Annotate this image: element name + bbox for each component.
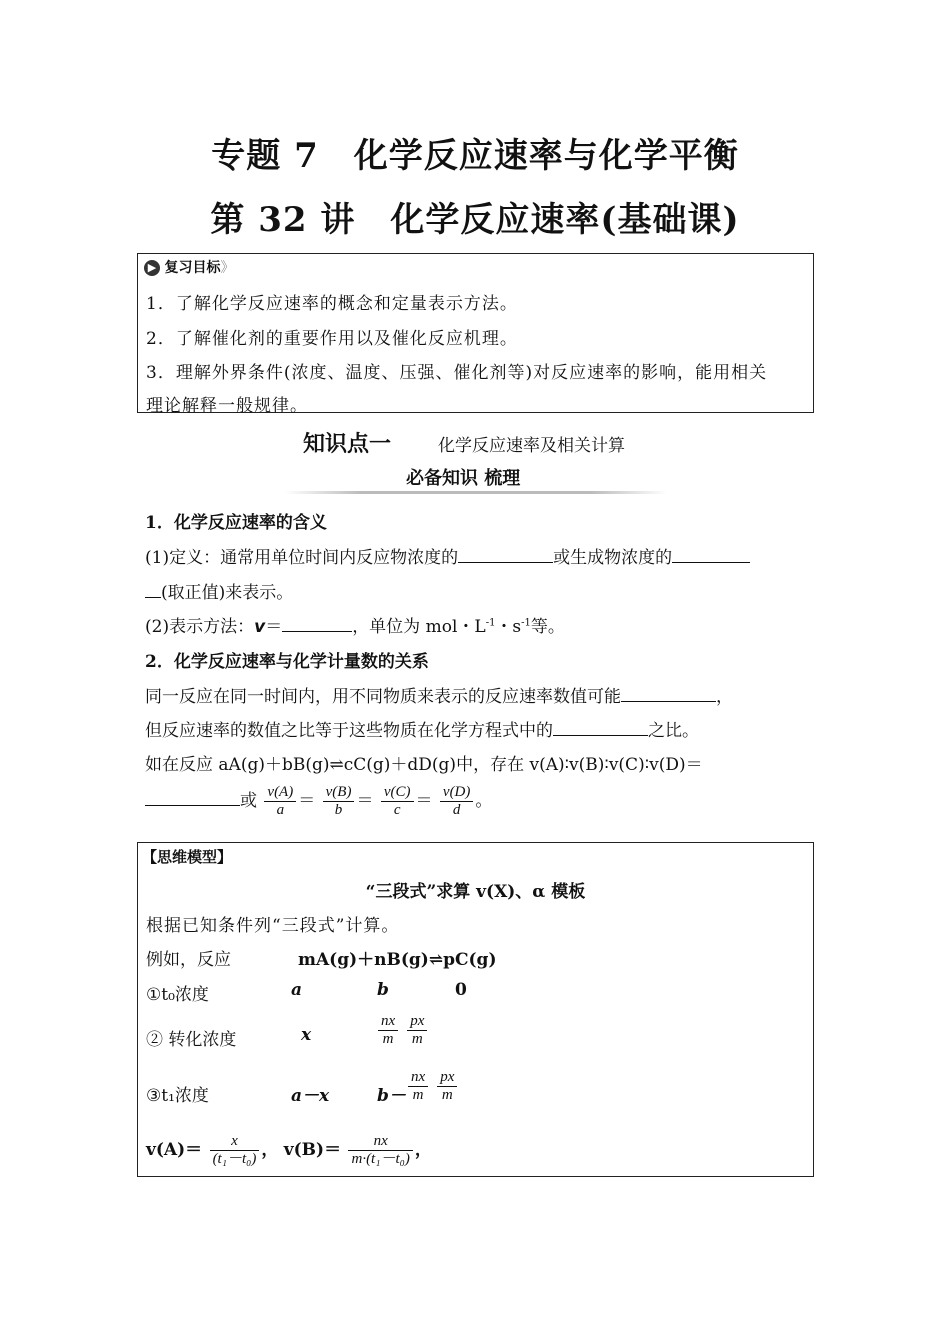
knowledge-label: 知识点一 <box>303 431 392 457</box>
expression-line <box>145 612 565 637</box>
row-label: ② 转化浓度 <box>146 1030 237 1050</box>
cell: 0 <box>455 980 467 1000</box>
fill-blank[interactable] <box>553 719 648 736</box>
thinking-model-box <box>137 842 814 1177</box>
paragraph-line <box>145 682 733 707</box>
cell: a－x <box>291 1086 330 1106</box>
numerator: nx <box>408 1069 428 1087</box>
fraction <box>440 784 473 819</box>
denominator: c <box>393 802 401 818</box>
lesson-title: 第 32 讲 化学反应速率(基础课) <box>210 200 740 240</box>
cell: b <box>377 980 389 1000</box>
text: ＝ <box>265 617 283 637</box>
denominator: (t₁－t₀) <box>212 1151 257 1167</box>
fraction <box>437 1069 457 1104</box>
rate-formulas <box>146 1133 432 1168</box>
fill-blank[interactable] <box>458 546 553 563</box>
numerator: nx <box>348 1133 412 1151</box>
denominator: m <box>441 1087 453 1103</box>
numerator: nx <box>378 1013 398 1031</box>
fill-blank[interactable] <box>145 581 161 598</box>
denominator: m <box>412 1087 424 1103</box>
model-tag: 【思维模型】 <box>142 848 233 866</box>
ratio-line <box>145 784 492 819</box>
numerator: v(A) <box>264 784 296 802</box>
fraction <box>378 1013 398 1048</box>
numerator: px <box>407 1013 427 1031</box>
text: 但反应速率的数值之比等于这些物质在化学方程式中的 <box>145 721 553 741</box>
definition-line-2 <box>145 578 293 603</box>
knowledge-topic: 化学反应速率及相关计算 <box>438 436 625 456</box>
page-title: 专题 7 化学反应速率与化学平衡 <box>211 136 739 176</box>
text: ＝ <box>298 791 316 811</box>
text: ， <box>261 1140 279 1160</box>
row-label: ①t₀浓度 <box>146 985 209 1005</box>
row-label: ③t₁浓度 <box>146 1086 209 1106</box>
cell: x <box>301 1025 312 1045</box>
text: v(A)＝ <box>146 1140 203 1160</box>
definition-line <box>145 543 750 568</box>
text: 之比。 <box>648 721 699 741</box>
text: ，单位为 mol・L <box>352 617 486 637</box>
fraction <box>264 784 296 819</box>
numerator: v(C) <box>381 784 414 802</box>
fill-blank[interactable] <box>282 615 352 632</box>
numerator: v(B) <box>323 784 355 802</box>
text: 或生成物浓度的 <box>553 548 673 568</box>
denominator: m·(t₁－t₀) <box>351 1151 410 1167</box>
denominator: m <box>411 1031 423 1047</box>
text: 等。 <box>530 617 565 637</box>
text: ， <box>414 1140 432 1160</box>
text: ， <box>716 687 733 707</box>
fraction <box>348 1133 412 1168</box>
numerator: v(D) <box>440 784 473 802</box>
paragraph-line: 如在反应 aA(g)＋bB(g)⇌cC(g)＋dD(g)中，存在 v(A)∶v(B)∶v(C)∶v(D)＝ <box>145 755 703 775</box>
t1-fractions <box>406 1069 459 1104</box>
review-item: 理论解释一般规律。 <box>146 396 308 416</box>
denominator: b <box>334 802 343 818</box>
text: (1)定义：通常用单位时间内反应物浓度的 <box>145 548 459 568</box>
text: 。 <box>475 791 493 811</box>
text: 同一反应在同一时间内，用不同物质来表示的反应速率数值可能 <box>145 687 621 707</box>
fill-blank[interactable] <box>621 685 716 702</box>
text: ・s <box>495 617 522 637</box>
numerator: x <box>210 1133 260 1151</box>
play-icon: ▶ <box>144 260 160 276</box>
model-title: “三段式”求算 v(X)、α 模板 <box>365 882 586 902</box>
sub-header: 必备知识 梳理 <box>406 468 521 489</box>
model-intro: 根据已知条件列“三段式”计算。 <box>146 916 400 936</box>
text: (取正值)来表示。 <box>161 583 294 603</box>
text: (2)表示方法： <box>145 617 255 637</box>
text: v <box>254 617 266 637</box>
fraction <box>323 784 355 819</box>
cell: a <box>291 980 303 1000</box>
review-item: 2．了解催化剂的重要作用以及催化反应机理。 <box>146 329 518 349</box>
reaction-equation: mA(g)＋nB(g)⇌pC(g) <box>298 950 497 970</box>
text: v(B)＝ <box>283 1140 342 1160</box>
divider <box>285 491 667 494</box>
numerator: px <box>437 1069 457 1087</box>
denominator: m <box>382 1031 394 1047</box>
fraction <box>381 784 414 819</box>
fill-blank[interactable] <box>672 546 750 563</box>
denominator: d <box>452 802 461 818</box>
text: ＝ <box>415 791 433 811</box>
review-goals-tag <box>144 257 234 277</box>
fraction <box>210 1133 260 1168</box>
denominator: a <box>276 802 285 818</box>
review-goals-label: 复习目标 <box>164 260 221 276</box>
fraction <box>408 1069 428 1104</box>
fill-blank[interactable] <box>145 789 240 806</box>
cell: b－ <box>377 1086 406 1106</box>
example-label: 例如，反应 <box>146 950 231 970</box>
review-goals-box <box>137 253 814 416</box>
fraction <box>407 1013 427 1048</box>
review-item: 1．了解化学反应速率的概念和定量表示方法。 <box>146 294 518 314</box>
review-item: 3．理解外界条件(浓度、温度、压强、催化剂等)对反应速率的影响，能用相关 <box>146 363 768 383</box>
text: ＝ <box>356 791 374 811</box>
text: -1 <box>485 617 496 629</box>
paragraph-line <box>145 716 699 741</box>
conversion-fractions <box>376 1013 429 1048</box>
section-heading: 2．化学反应速率与化学计量数的关系 <box>145 652 429 672</box>
text: -1 <box>521 617 531 629</box>
section-heading: 1．化学反应速率的含义 <box>145 513 327 533</box>
chevron-right-icon: 》 <box>220 260 235 276</box>
text: 或 <box>240 791 257 811</box>
